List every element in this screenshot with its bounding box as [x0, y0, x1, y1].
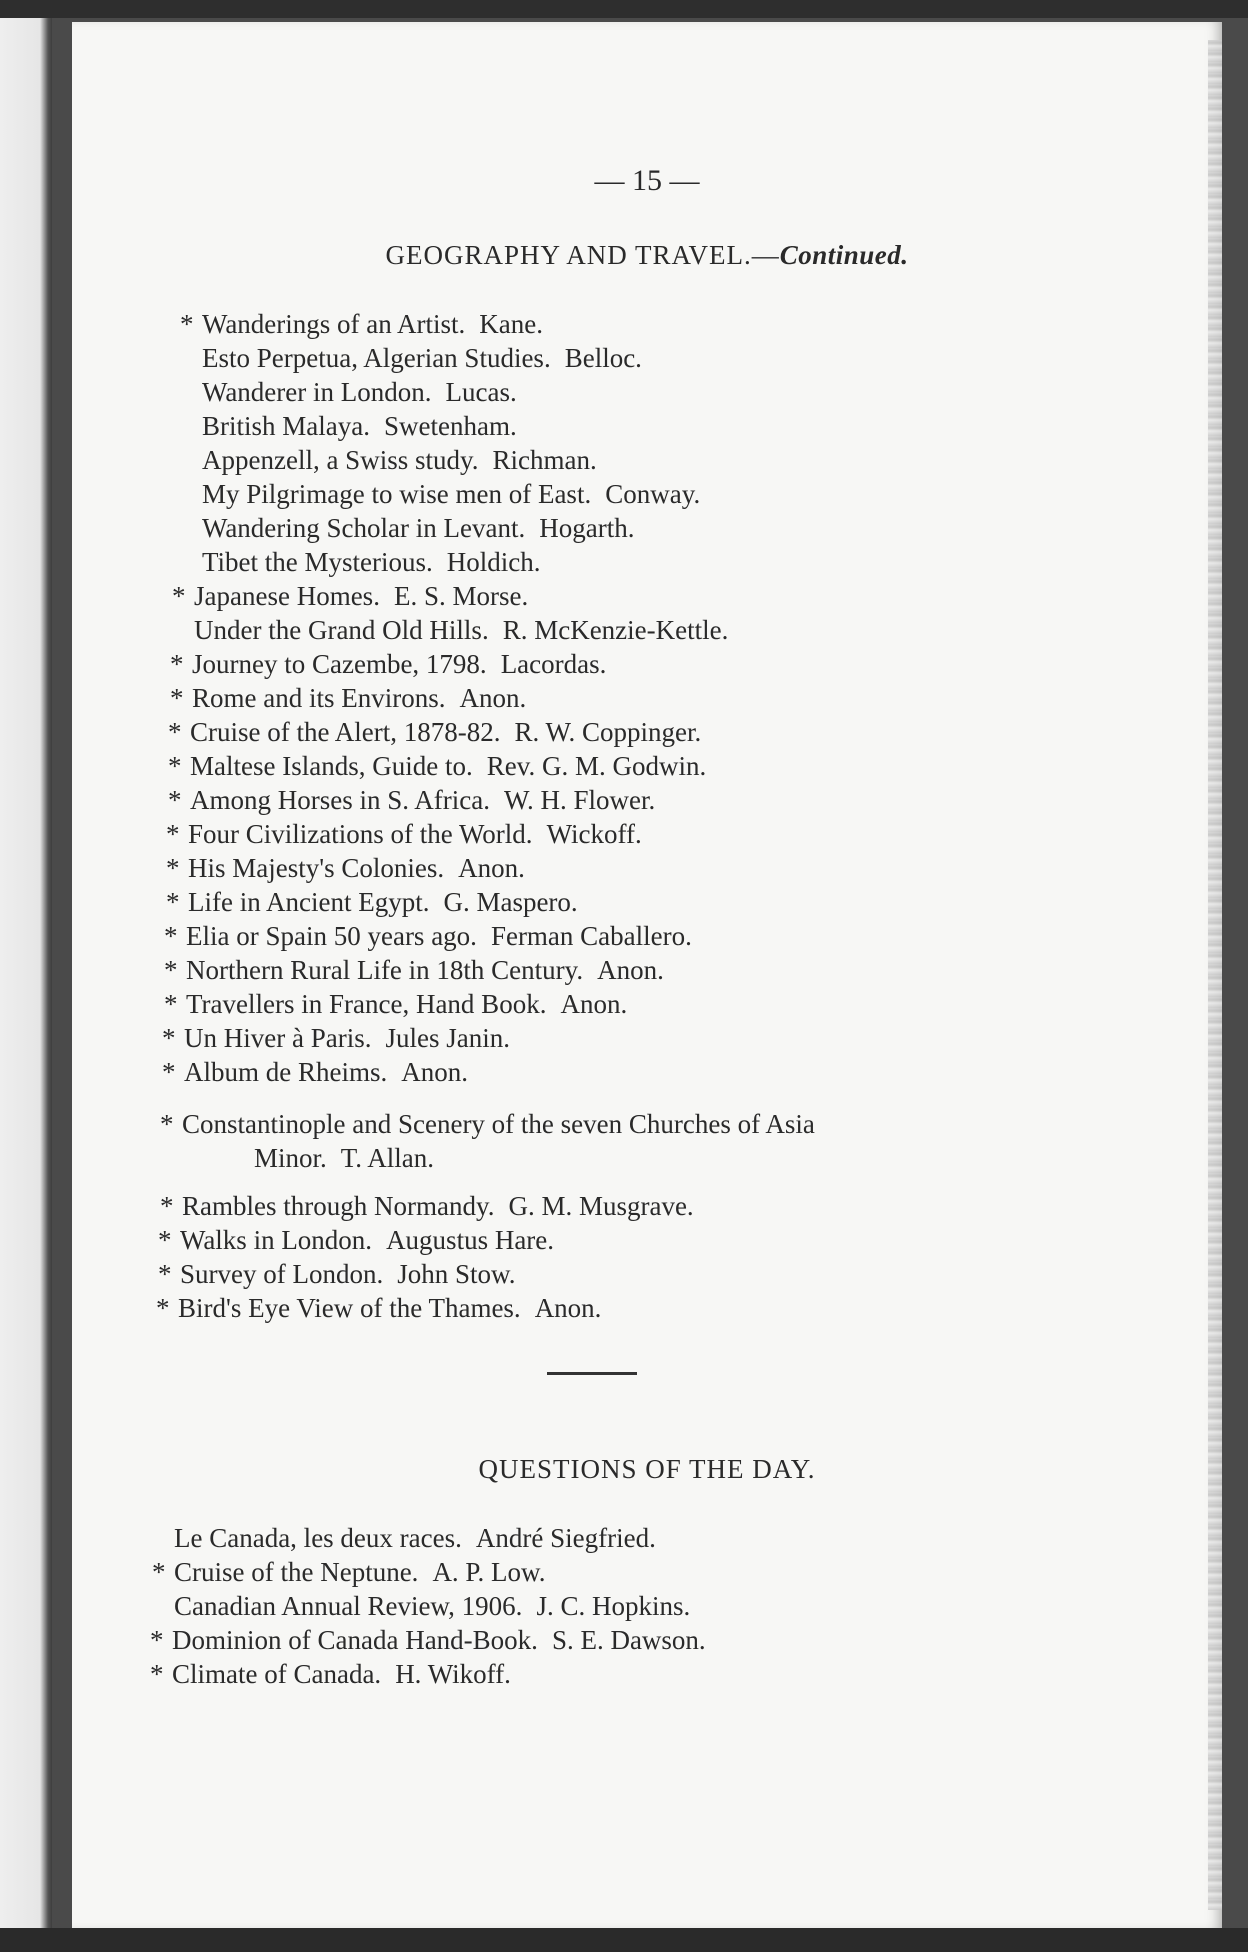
scanner-top-edge	[0, 0, 1248, 18]
list-item: * Constantinople and Scenery of the seven Churches of Asia	[160, 1109, 815, 1139]
list-item: Appenzell, a Swiss study. Richman.	[202, 445, 597, 475]
list-item: * Climate of Canada. H. Wikoff.	[150, 1659, 511, 1689]
list-item: * Japanese Homes. E. S. Morse.	[172, 581, 529, 611]
section-title: GEOGRAPHY AND TRAVEL.—	[385, 240, 780, 270]
list-item: * His Majesty's Colonies. Anon.	[166, 853, 525, 883]
list-item: * Cruise of the Alert, 1878-82. R. W. Coppinger.	[168, 717, 702, 747]
page-number: — 15 —	[594, 164, 700, 197]
list-item: * Four Civilizations of the World. Wickoff.	[166, 819, 642, 849]
section-title-suffix: Continued.	[779, 240, 909, 270]
list-item: * Among Horses in S. Africa. W. H. Flower.	[168, 785, 656, 815]
list-item: Esto Perpetua, Algerian Studies. Belloc.	[202, 343, 642, 373]
list-item: * Maltese Islands, Guide to. Rev. G. M. Godwin.	[168, 751, 707, 781]
list-item: * Rambles through Normandy. G. M. Musgrave.	[160, 1191, 694, 1221]
list-item: * Dominion of Canada Hand-Book. S. E. Dawson.	[150, 1625, 706, 1655]
list-item: * Survey of London. John Stow.	[158, 1259, 516, 1289]
section-heading-geography	[72, 240, 1222, 271]
list-item: Under the Grand Old Hills. R. McKenzie-Kettle.	[194, 615, 729, 645]
list-item: Le Canada, les deux races. André Siegfried.	[174, 1523, 656, 1553]
list-item: Canadian Annual Review, 1906. J. C. Hopkins.	[174, 1591, 691, 1621]
list-item: * Album de Rheims. Anon.	[162, 1057, 468, 1087]
list-item: Tibet the Mysterious. Holdich.	[202, 547, 541, 577]
book-page	[72, 22, 1222, 1928]
list-item: * Un Hiver à Paris. Jules Janin.	[162, 1023, 510, 1053]
list-item: Wandering Scholar in Levant. Hogarth.	[202, 513, 635, 543]
list-item: * Northern Rural Life in 18th Century. Anon.	[164, 955, 664, 985]
section-divider	[547, 1372, 637, 1375]
list-item: British Malaya. Swetenham.	[202, 411, 517, 441]
list-item: * Travellers in France, Hand Book. Anon.	[164, 989, 628, 1019]
adjacent-page-strip	[0, 18, 52, 1952]
list-item: Wanderer in London. Lucas.	[202, 377, 517, 407]
list-item: * Life in Ancient Egypt. G. Maspero.	[166, 887, 578, 917]
list-item: * Bird's Eye View of the Thames. Anon.	[156, 1293, 602, 1323]
section-heading-questions	[72, 1454, 1222, 1485]
list-item: * Journey to Cazembe, 1798. Lacordas.	[170, 649, 607, 679]
list-item: * Walks in London. Augustus Hare.	[158, 1225, 555, 1255]
list-item: Minor. T. Allan.	[254, 1143, 434, 1173]
list-item: * Rome and its Environs. Anon.	[170, 683, 527, 713]
section-title: QUESTIONS OF THE DAY.	[478, 1454, 816, 1484]
scanner-bottom-edge	[0, 1928, 1248, 1952]
list-item: * Elia or Spain 50 years ago. Ferman Caballero.	[164, 921, 692, 951]
list-item: My Pilgrimage to wise men of East. Conway.	[202, 479, 701, 509]
list-item: * Wanderings of an Artist. Kane.	[180, 309, 543, 339]
page-stack-edge	[1208, 40, 1222, 1910]
list-item: * Cruise of the Neptune. A. P. Low.	[152, 1557, 546, 1587]
